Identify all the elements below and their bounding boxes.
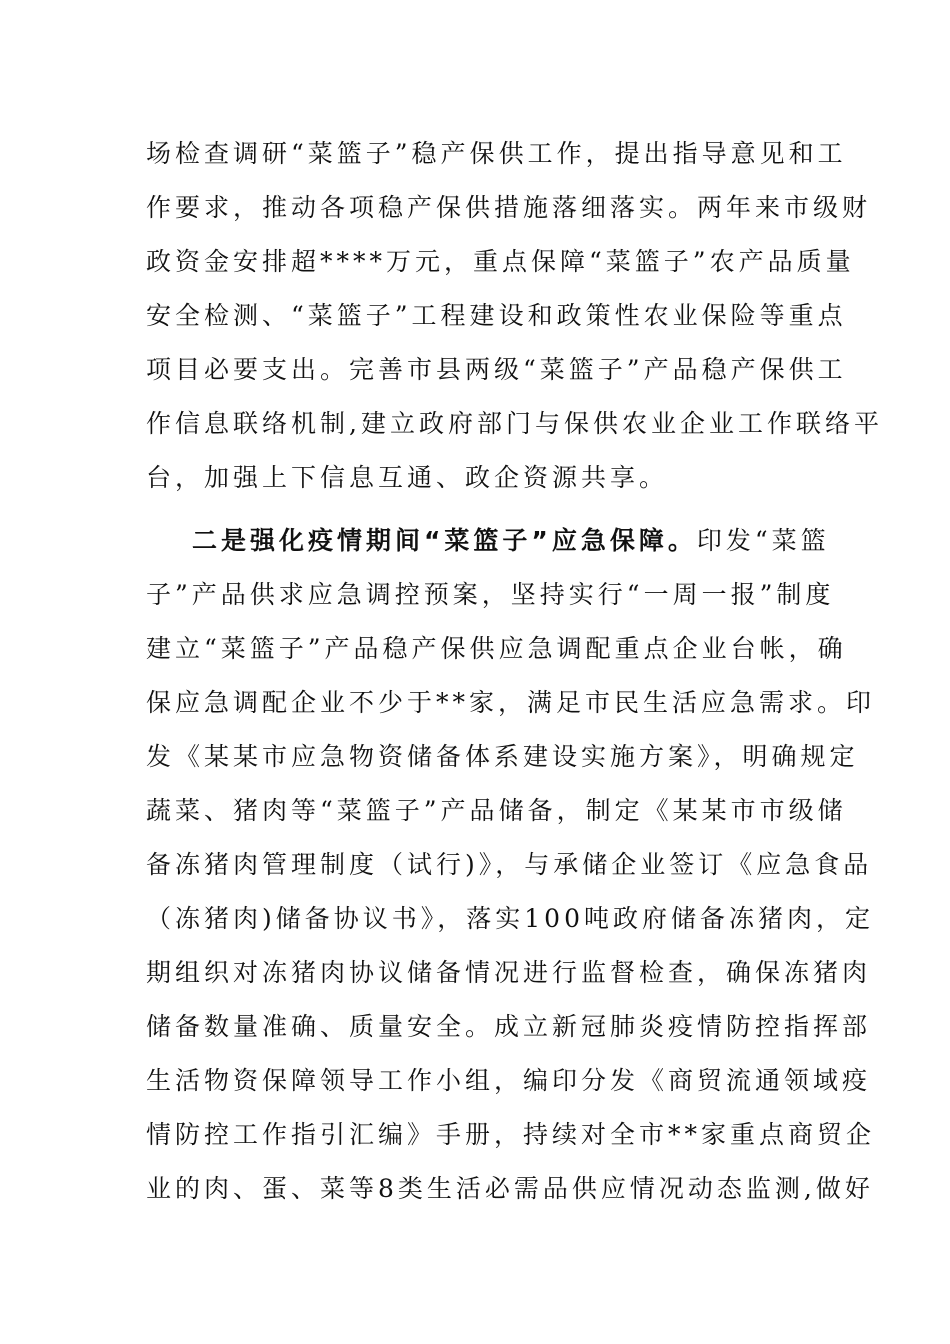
paragraph-line: 政资金安排超****万元，重点保障“菜篮子”农产品质量 — [146, 247, 855, 276]
paragraph-line: 期组织对冻猪肉协议储备情况进行监督检查，确保冻猪肉 — [146, 958, 872, 987]
paragraph-line: （冻猪肉)储备协议书》，落实100吨政府储备冻猪肉，定 — [146, 904, 874, 933]
paragraph-line: 情防控工作指引汇编》手册，持续对全市**家重点商贸企 — [146, 1120, 876, 1149]
paragraph-line: 发《某某市应急物资储备体系建设实施方案》，明确规定 — [146, 742, 859, 771]
paragraph-line: 备冻猪肉管理制度（试行)》，与承储企业签订《应急食品 — [146, 850, 873, 879]
paragraph-line: 蔬菜、猪肉等“菜篮子”产品储备，制定《某某市市级储 — [146, 796, 847, 825]
paragraph-line: 作信息联络机制,建立政府部门与保供农业企业工作联络平 — [146, 409, 883, 438]
paragraph-1 — [146, 127, 883, 505]
paragraph-gap — [146, 505, 806, 514]
paragraph-line: 项目必要支出。完善市县两级“菜篮子”产品稳产保供工 — [146, 355, 847, 384]
paragraph-line: 生活物资保障领导工作小组，编印分发《商贸流通领域疫 — [146, 1066, 872, 1095]
paragraph-line: 子”产品供求应急调控预案，坚持实行“一周一报”制度 — [146, 580, 835, 609]
paragraph-line: 作要求，推动各项稳产保供措施落细落实。两年来市级财 — [146, 193, 872, 222]
paragraph-line: 安全检测、“菜篮子”工程建设和政策性农业保险等重点 — [146, 301, 847, 330]
section-heading: 二是强化疫情期间“菜篮子”应急保障。 — [192, 526, 697, 555]
paragraph-2 — [146, 514, 876, 1216]
paragraph-line: 场检查调研“菜篮子”稳产保供工作，提出指导意见和工 — [146, 139, 847, 168]
document-body — [146, 127, 883, 1216]
paragraph-line: 台，加强上下信息互通、政企资源共享。 — [146, 463, 669, 492]
paragraph-line-rest: 印发“菜篮 — [696, 526, 830, 555]
paragraph-line: 建立“菜篮子”产品稳产保供应急调配重点企业台帐，确 — [146, 634, 847, 663]
paragraph-line: 储备数量准确、质量安全。成立新冠肺炎疫情防控指挥部 — [146, 1012, 872, 1041]
paragraph-first-line — [146, 514, 830, 568]
paragraph-line: 业的肉、蛋、菜等8类生活必需品供应情况动态监测,做好 — [146, 1174, 874, 1203]
paragraph-line: 保应急调配企业不少于**家，满足市民生活应急需求。印 — [146, 688, 876, 717]
